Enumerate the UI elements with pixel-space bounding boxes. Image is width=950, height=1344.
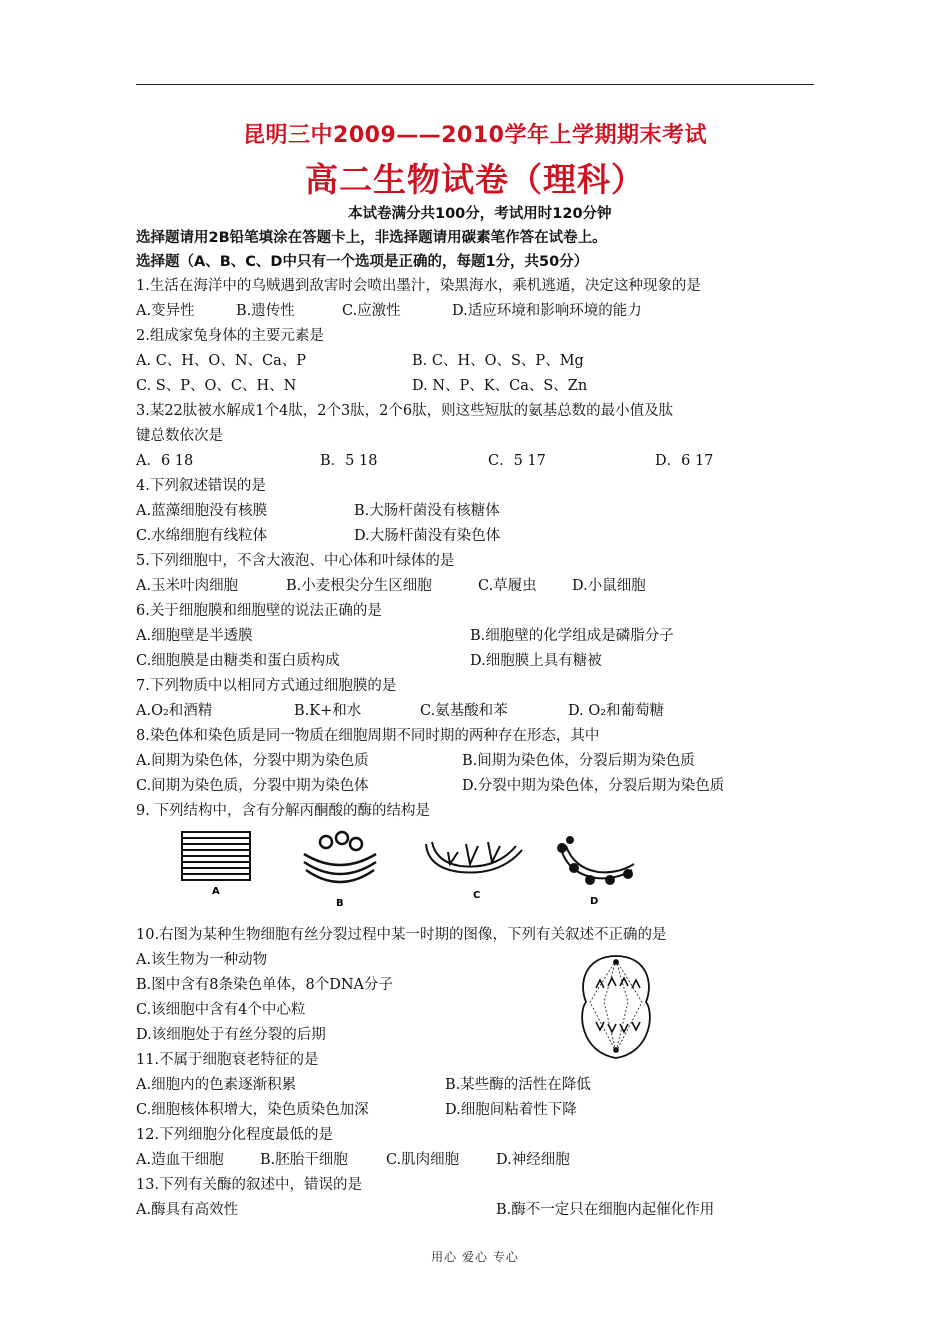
figure-label-d: D [590,896,599,907]
question-3-option-a: A．6 18 [136,453,194,469]
question-10-option-a: A.该生物为一种动物 [136,952,268,968]
question-4-option-a: A.蓝藻细胞没有核膜 [136,503,268,519]
question-11-option-b: B.某些酶的活性在降低 [445,1077,591,1093]
question-4-option-c: C.水绵细胞有线粒体 [136,528,268,544]
figure-d-rough-er [558,837,634,884]
question-9-stem: 9. 下列结构中，含有分解丙酮酸的酶的结构是 [136,803,430,819]
question-6-option-d: D.细胞膜上具有糖被 [470,653,602,669]
instruction: 选择题请用2B铅笔填涂在答题卡上，非选择题请用碳素笔作答在试卷上。 [136,230,607,246]
question-1-option-c: C.应激性 [342,303,401,319]
question-5-option-c: C.草履虫 [478,578,537,594]
question-3-option-d: D．6 17 [655,453,714,469]
question-13-option-b: B.酶不一定只在细胞内起催化作用 [496,1202,715,1218]
question-8-option-d: D.分裂中期为染色体，分裂后期为染色质 [462,778,725,794]
question-11-option-c: C.细胞核体积增大，染色质染色加深 [136,1102,369,1118]
question-7-option-c: C.氨基酸和苯 [420,703,508,719]
question-11-option-a: A.细胞内的色素逐渐积累 [136,1077,297,1093]
figure-label-a: A [212,886,220,897]
question-12-option-d: D.神经细胞 [496,1152,570,1168]
question-6-option-c: C.细胞膜是由糖类和蛋白质构成 [136,653,340,669]
figure-b-golgi [304,832,376,882]
question-4-option-d: D.大肠杆菌没有染色体 [354,528,501,544]
question-2-option-c: C. S、P、O、C、H、N [136,378,297,394]
question-9-figure [170,828,650,912]
cell-outline [582,956,650,1058]
question-10-stem: 10.右图为某种生物细胞有丝分裂过程中某一时期的图像，下列有关叙述不正确的是 [136,927,667,943]
question-3-stem: 3.某22肽被水解成1个4肽，2个3肽，2个6肽，则这些短肽的氨基总数的最小值及肽 [136,403,674,419]
question-12-option-b: B.胚胎干细胞 [260,1152,348,1168]
question-1-option-a: A.变异性 [136,303,195,319]
question-10-option-b: B.图中含有8条染色单体，8个DNA分子 [136,977,393,993]
question-1-stem: 1.生活在海洋中的乌贼遇到敌害时会喷出墨汁，染黑海水，乘机逃遁，决定这种现象的是 [136,278,701,294]
header-rule [136,84,814,85]
question-13-stem: 13.下列有关酶的叙述中，错误的是 [136,1177,363,1193]
question-7-option-d: D. O₂和葡萄糖 [568,703,665,719]
question-2-option-b: B. C、H、O、S、P、Mg [412,353,584,369]
question-6-stem: 6.关于细胞膜和细胞壁的说法正确的是 [136,603,382,619]
figure-c-mitochondrion [426,842,522,873]
question-12-option-a: A.造血干细胞 [136,1152,224,1168]
question-7-stem: 7.下列物质中以相同方式通过细胞膜的是 [136,678,397,694]
school-title: 昆明三中2009——2010学年上学期期末考试 [243,123,707,148]
question-7-option-b: B.K+和水 [294,703,362,719]
question-11-stem: 11.不属于细胞衰老特征的是 [136,1052,319,1068]
question-5-option-b: B.小麦根尖分生区细胞 [286,578,432,594]
figure-label-c: C [473,890,481,901]
question-8-option-a: A.间期为染色体，分裂中期为染色质 [136,753,369,769]
question-1-option-b: B.遗传性 [236,303,295,319]
question-8-stem: 8.染色体和染色质是同一物质在细胞周期不同时期的两种存在形态，其中 [136,728,600,744]
question-2-stem: 2.组成家兔身体的主要元素是 [136,328,324,344]
figure-a-grana [182,832,250,880]
question-3-option-c: C．5 17 [488,453,546,469]
question-13-option-a: A.酶具有高效性 [136,1202,239,1218]
question-3-stem-continued: 键总数依次是 [136,428,223,444]
question-5-option-d: D.小鼠细胞 [572,578,646,594]
question-4-stem: 4.下列叙述错误的是 [136,478,266,494]
question-11-option-d: D.细胞间粘着性下降 [445,1102,577,1118]
question-8-option-c: C.间期为染色质，分裂中期为染色体 [136,778,369,794]
question-10-cell-figure [576,952,656,1062]
question-1-option-d: D.适应环境和影响环境的能力 [452,303,642,319]
question-5-stem: 5.下列细胞中，不含大液泡、中心体和叶绿体的是 [136,553,455,569]
page-footer: 用心 爱心 专心 [431,1250,519,1264]
question-12-option-c: C.肌肉细胞 [386,1152,460,1168]
question-2-option-a: A. C、H、O、N、Ca、P [136,353,306,369]
question-6-option-a: A.细胞壁是半透膜 [136,628,253,644]
question-5-option-a: A.玉米叶肉细胞 [136,578,239,594]
section-heading: 选择题（A、B、C、D中只有一个选项是正确的，每题1分，共50分） [136,254,589,270]
question-4-option-b: B.大肠杆菌没有核糖体 [354,503,500,519]
paper-title: 高二生物试卷（理科） [305,160,645,199]
question-8-option-b: B.间期为染色体，分裂后期为染色质 [462,753,695,769]
question-3-option-b: B．5 18 [320,453,378,469]
question-7-option-a: A.O₂和酒精 [136,703,213,719]
figure-label-b: B [336,898,344,909]
question-10-option-d: D.该细胞处于有丝分裂的后期 [136,1027,326,1043]
question-6-option-b: B.细胞壁的化学组成是磷脂分子 [470,628,674,644]
score-info: 本试卷满分共100分，考试用时120分钟 [348,206,612,222]
question-10-option-c: C.该细胞中含有4个中心粒 [136,1002,306,1018]
question-2-option-d: D. N、P、K、Ca、S、Zn [412,378,588,394]
question-12-stem: 12.下列细胞分化程度最低的是 [136,1127,334,1143]
